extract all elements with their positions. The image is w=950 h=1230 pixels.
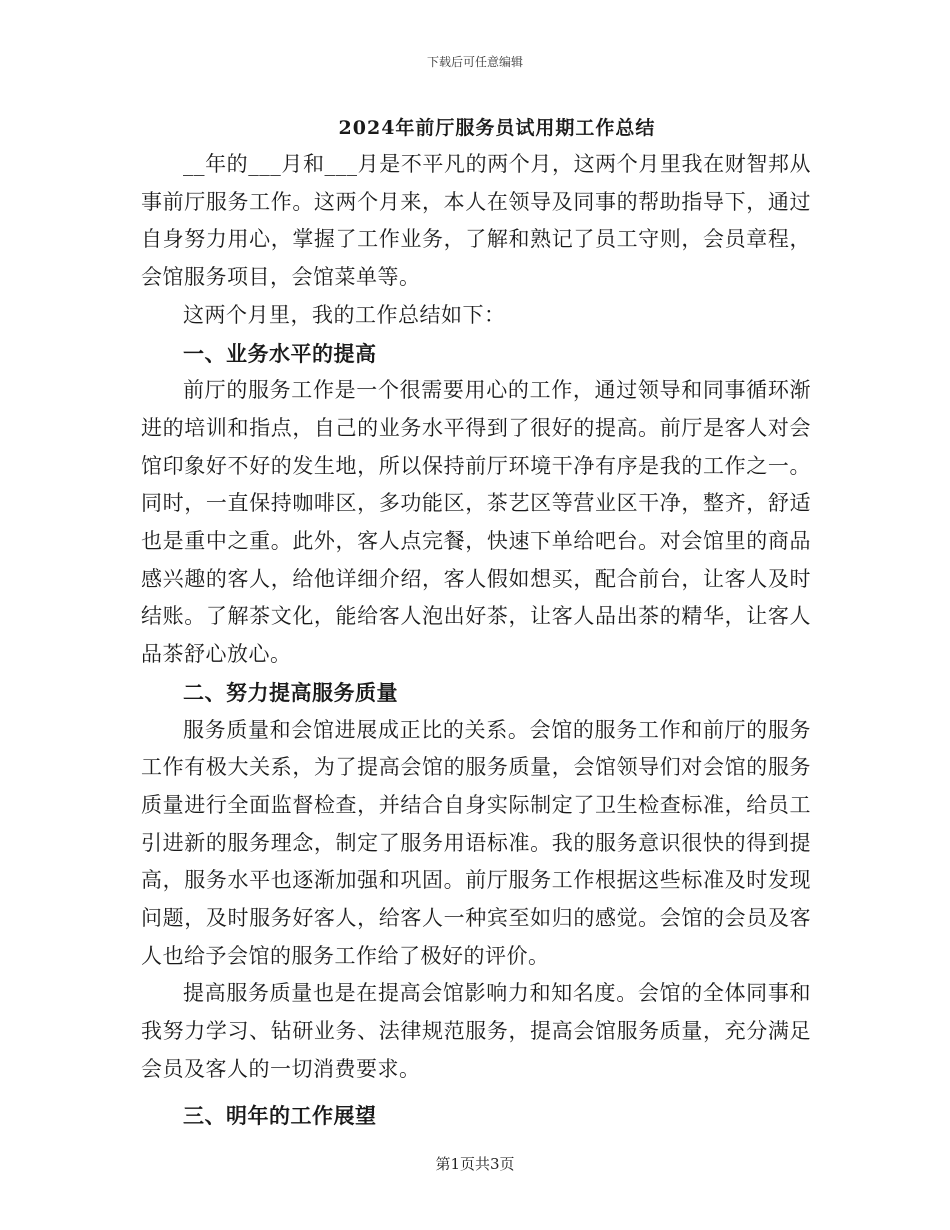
document-title: 2024年前厅服务员试用期工作总结 [338,117,656,139]
section-heading-1: 一、业务水平的提高 [183,340,377,366]
paragraph-intro: __年的___月和___月是不平凡的两个月，这两个月里我在财智邦从事前厅服务工作。这两个月来，本人在领导及同事的帮助指导下，通过自身努力用心，掌握了工作业务，了解和熟记了员工守则，会员章程，会馆服务项目，会馆菜单等。 [141,152,811,290]
paragraph-section-2a: 服务质量和会馆进展成正比的关系。会馆的服务工作和前厅的服务工作有极大关系，为了提高会馆的服务质量，会馆领导们对会馆的服务质量进行全面监督检查，并结合自身实际制定了卫生检查标准，给员工引进新的服务理念，制定了服务用语标准。我的服务意识很快的得到提高，服务水平也逐渐加强和巩固。前厅服务工作根据这些标准及时发现问题，及时服务好客人，给客人一种宾至如归的感觉。会馆的会员及客人也给予会馆的服务工作给了极好的评价。 [141,717,811,968]
spacer [141,1089,811,1097]
section-heading-2: 二、努力提高服务质量 [183,679,398,705]
page-header-note: 下载后可任意编辑 [426,55,523,69]
paragraph-section-1: 前厅的服务工作是一个很需要用心的工作，通过领导和同事循环渐进的培训和指点，自己的业务水平得到了很好的提高。前厅是客人对会馆印象好不好的发生地，所以保持前厅环境干净有序是我的工作之一。同时，一直保持咖啡区，多功能区，茶艺区等营业区干净，整齐，舒适也是重中之重。此外，客人点完餐，快速下单给吧台。对会馆里的商品感兴趣的客人，给他详细介绍，客人假如想买，配合前台，让客人及时结账。了解茶文化，能给客人泡出好茶，让客人品出茶的精华，让客人品茶舒心放心。 [141,378,811,667]
section-heading-3: 三、明年的工作展望 [183,1102,377,1128]
document-body [141,146,811,1134]
paragraph-section-2b: 提高服务质量也是在提高会馆影响力和知名度。会馆的全体同事和我努力学习、钻研业务、法律规范服务，提高会馆服务质量，充分满足会员及客人的一切消费要求。 [141,981,811,1081]
page-footer-number: 第1页共3页 [435,1155,515,1173]
paragraph-summary-lead: 这两个月里，我的工作总结如下： [183,302,506,327]
